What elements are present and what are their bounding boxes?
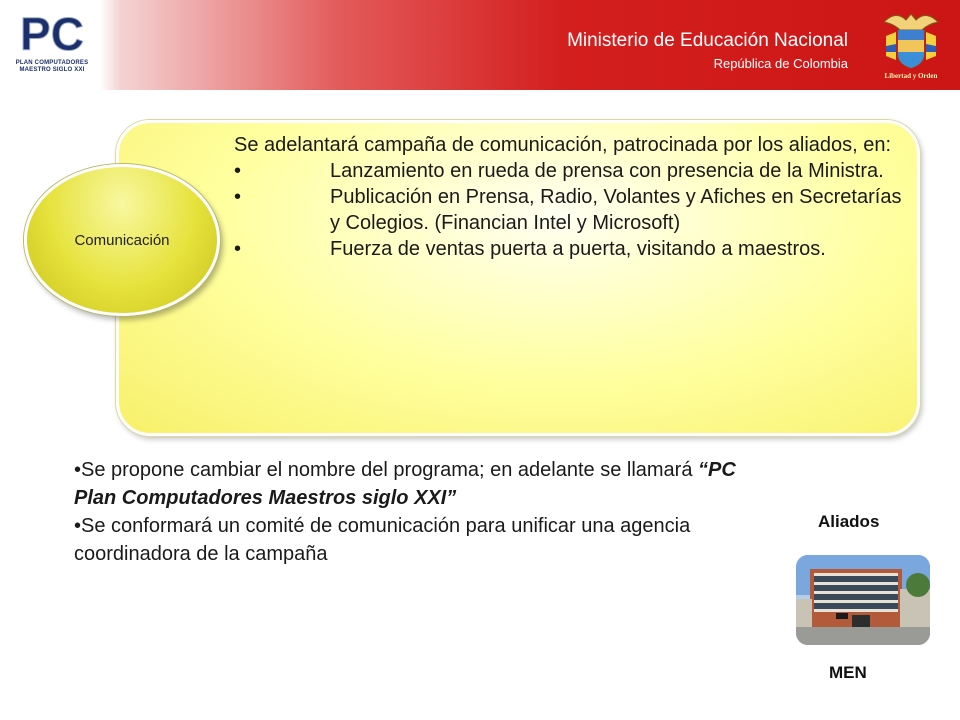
program-name-emphasis: “PC Plan Computadores Maestros siglo XXI” [74,459,736,509]
note-item [74,456,754,512]
aliados-label: Aliados [818,512,880,531]
list-item-text: Publicación en Prensa, Radio, Volantes y Afiches en Secretarías y Colegios. (Financian Intel y Microsoft) [330,186,902,234]
building-image [796,555,930,645]
note-item-text: •Se propone cambiar el nombre del programa; en adelante se llamará [74,459,699,481]
notes-section [74,456,754,568]
bullet-icon: • [234,238,242,260]
panel-bullet-list [234,158,904,262]
topic-circle-label: Comunicación [74,231,170,249]
pc-logo-mark [14,10,90,56]
panel-text [234,132,904,262]
men-label: MEN [829,663,867,682]
list-item [234,236,904,262]
list-item-text: Lanzamiento en rueda de prensa con presencia de la Ministra. [330,160,884,182]
list-item [234,158,904,184]
topic-circle [24,164,220,316]
list-item-text: Fuerza de ventas puerta a puerta, visitando a maestros. [330,238,826,260]
bullet-icon: • [234,160,242,182]
list-item [234,184,904,236]
header-banner [0,0,960,90]
crest-caption: Libertad y Orden [884,72,938,80]
ministry-title: Ministerio de Educación Nacional [567,30,848,51]
pc-logo-subtitle-line2: MAESTRO SIGLO XXI [19,67,85,73]
panel-intro: Se adelantará campaña de comunicación, patrocinada por los aliados, en: [234,134,892,156]
pc-logo-subtitle [10,60,94,74]
pc-logo [0,0,100,90]
pc-logo-subtitle-line1: PLAN COMPUTADORES [15,60,89,66]
bullet-icon: • [234,186,242,208]
note-item: •Se conformará un comité de comunicación para unificar una agencia coordinadora de la campaña [74,515,691,565]
men-building-photo [796,555,930,645]
pc-logo-text: PC [20,10,84,56]
ministry-subtitle: República de Colombia [713,56,848,71]
